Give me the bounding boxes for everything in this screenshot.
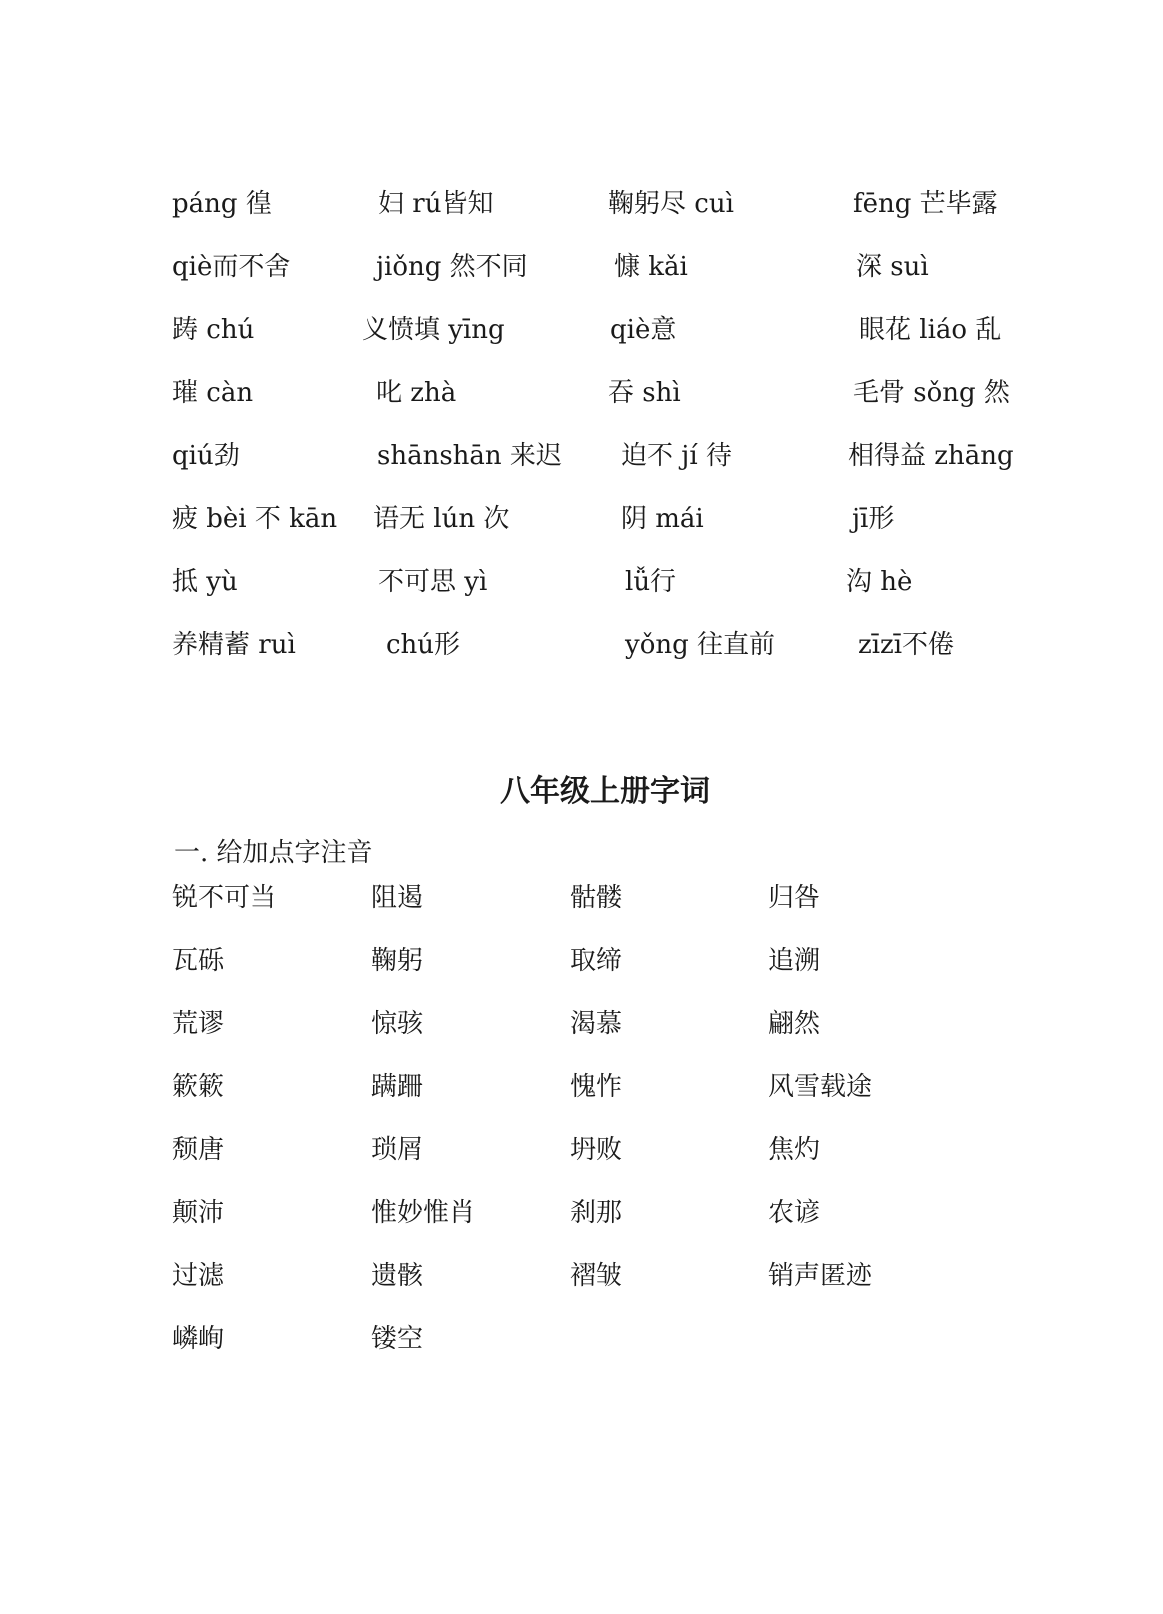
pinyin-item: 慷 kǎi [614, 252, 688, 282]
pinyin-item: fēng 芒毕露 [853, 189, 998, 219]
pinyin-item: jiǒng 然不同 [376, 252, 528, 282]
word-row [0, 941, 1163, 981]
word-item: 焦灼 [768, 1135, 821, 1165]
pinyin-item: 语无 lún 次 [373, 504, 510, 534]
word-item: 瓦砾 [172, 946, 225, 976]
word-item: 翩然 [768, 1009, 821, 1039]
section-title: 八年级上册字词 [500, 774, 710, 809]
word-item: 嶙峋 [172, 1324, 225, 1354]
word-item: 遗骸 [371, 1261, 424, 1291]
word-item: 褶皱 [570, 1261, 623, 1291]
pinyin-row [0, 499, 1163, 539]
word-item: 刹那 [570, 1198, 623, 1228]
pinyin-row [0, 184, 1163, 224]
pinyin-item: 迫不 jí 待 [621, 441, 732, 471]
word-item: 坍败 [570, 1135, 623, 1165]
exercise-instruction: 一. 给加点字注音 [174, 838, 373, 868]
pinyin-row [0, 436, 1163, 476]
pinyin-item: 叱 zhà [376, 378, 457, 408]
word-row [0, 878, 1163, 918]
pinyin-item: shānshān 来迟 [377, 441, 562, 471]
word-item: 颠沛 [172, 1198, 225, 1228]
pinyin-row [0, 625, 1163, 665]
word-item: 愧怍 [570, 1072, 623, 1102]
word-item: 镂空 [371, 1324, 424, 1354]
word-row [0, 1067, 1163, 1107]
word-row [0, 1130, 1163, 1170]
pinyin-item: 义愤填 yīng [362, 315, 505, 345]
word-item: 追溯 [768, 946, 821, 976]
pinyin-item: 璀 càn [172, 378, 254, 408]
pinyin-row [0, 562, 1163, 602]
pinyin-item: jī形 [852, 504, 895, 534]
word-item: 骷髅 [570, 883, 623, 913]
word-item: 取缔 [570, 946, 623, 976]
pinyin-item: zīzī不倦 [858, 630, 955, 660]
word-item: 风雪载途 [768, 1072, 873, 1102]
word-item: 惊骇 [371, 1009, 424, 1039]
pinyin-item: 沟 hè [846, 567, 913, 597]
pinyin-item: 踌 chú [172, 315, 255, 345]
pinyin-item: 鞠躬尽 cuì [608, 189, 734, 219]
pinyin-item: 深 suì [856, 252, 929, 282]
word-row [0, 1193, 1163, 1233]
pinyin-item: qiú劲 [172, 441, 240, 471]
word-item: 渴慕 [570, 1009, 623, 1039]
word-item: 颓唐 [172, 1135, 225, 1165]
pinyin-item: qiè而不舍 [172, 252, 291, 282]
word-item: 琐屑 [371, 1135, 424, 1165]
word-row [0, 1004, 1163, 1044]
pinyin-row [0, 247, 1163, 287]
pinyin-row [0, 310, 1163, 350]
word-item: 惟妙惟肖 [371, 1198, 476, 1228]
word-item: 锐不可当 [172, 883, 277, 913]
pinyin-item: páng 徨 [172, 189, 272, 219]
pinyin-item: 眼花 liáo 乱 [859, 315, 1002, 345]
word-item: 荒谬 [172, 1009, 225, 1039]
pinyin-item: 妇 rú皆知 [378, 189, 494, 219]
word-item: 鞠躬 [371, 946, 424, 976]
word-item: 归咎 [768, 883, 821, 913]
pinyin-row [0, 373, 1163, 413]
pinyin-item: 相得益 zhāng [848, 441, 1014, 471]
pinyin-item: 阴 mái [621, 504, 704, 534]
pinyin-item: 不可思 yì [378, 567, 488, 597]
pinyin-item: 毛骨 sǒng 然 [853, 378, 1010, 408]
word-item: 过滤 [172, 1261, 225, 1291]
pinyin-item: yǒng 往直前 [625, 630, 775, 660]
word-item: 蹒跚 [371, 1072, 424, 1102]
pinyin-item: 抵 yù [172, 567, 238, 597]
word-item: 销声匿迹 [768, 1261, 873, 1291]
pinyin-item: lǚ行 [625, 567, 677, 597]
word-row [0, 1319, 1163, 1359]
word-item: 农谚 [768, 1198, 821, 1228]
word-item: 簌簌 [172, 1072, 225, 1102]
pinyin-item: qiè意 [610, 315, 677, 345]
pinyin-item: 养精蓄 ruì [172, 630, 296, 660]
word-item: 阻遏 [371, 883, 424, 913]
pinyin-item: 疲 bèi 不 kān [172, 504, 338, 534]
pinyin-item: chú形 [386, 630, 461, 660]
pinyin-item: 吞 shì [608, 378, 681, 408]
word-row [0, 1256, 1163, 1296]
